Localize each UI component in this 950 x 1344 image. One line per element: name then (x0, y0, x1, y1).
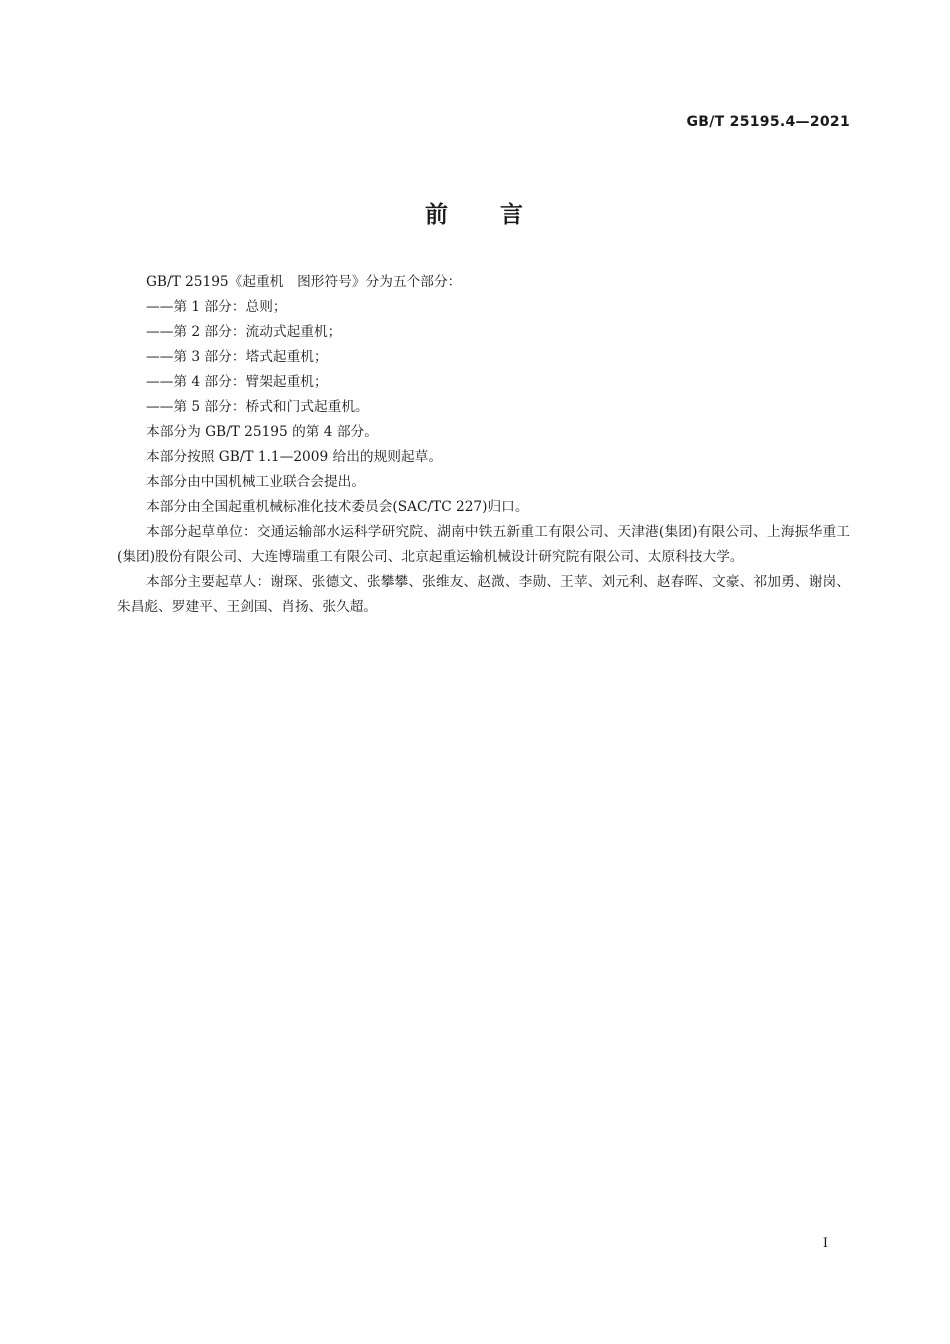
page-number: I (822, 1236, 828, 1251)
list-item: ——第 2 部分：流动式起重机； (146, 324, 342, 340)
standard-code: GB/T 25195.4—2021 (686, 114, 850, 130)
foreword-body (117, 270, 850, 620)
list-item: ——第 1 部分：总则； (146, 299, 287, 315)
page-title (0, 196, 950, 229)
parts-list (117, 295, 850, 420)
drafters-paragraph: 本部分主要起草人：谢琛、张德文、张攀攀、张维友、赵溦、李勋、王苹、刘元利、赵春晖、文豪、祁加勇、谢岗、朱昌彪、罗建平、王剑国、肖扬、张久超。 (117, 574, 850, 615)
list-item: ——第 5 部分：桥式和门式起重机。 (146, 399, 369, 415)
drafting-rules-paragraph: 本部分按照 GB/T 1.1—2009 给出的规则起草。 (146, 449, 443, 465)
title-char-2: 言 (500, 202, 525, 228)
title-char-1: 前 (425, 202, 450, 228)
list-item: ——第 4 部分：臂架起重机； (146, 374, 328, 390)
drafting-units-paragraph: 本部分起草单位：交通运输部水运科学研究院、湖南中铁五新重工有限公司、天津港(集团)有限公司、上海振华重工(集团)股份有限公司、大连博瑞重工有限公司、北京起重运输机械设计研究院有限公司、太原科技大学。 (117, 524, 850, 565)
committee-paragraph: 本部分由全国起重机械标准化技术委员会(SAC/TC 227)归口。 (146, 499, 529, 515)
part-scope-paragraph: 本部分为 GB/T 25195 的第 4 部分。 (146, 424, 378, 440)
intro-paragraph: GB/T 25195《起重机 图形符号》分为五个部分： (146, 274, 462, 290)
proposer-paragraph: 本部分由中国机械工业联合会提出。 (146, 474, 366, 490)
list-item: ——第 3 部分：塔式起重机； (146, 349, 328, 365)
